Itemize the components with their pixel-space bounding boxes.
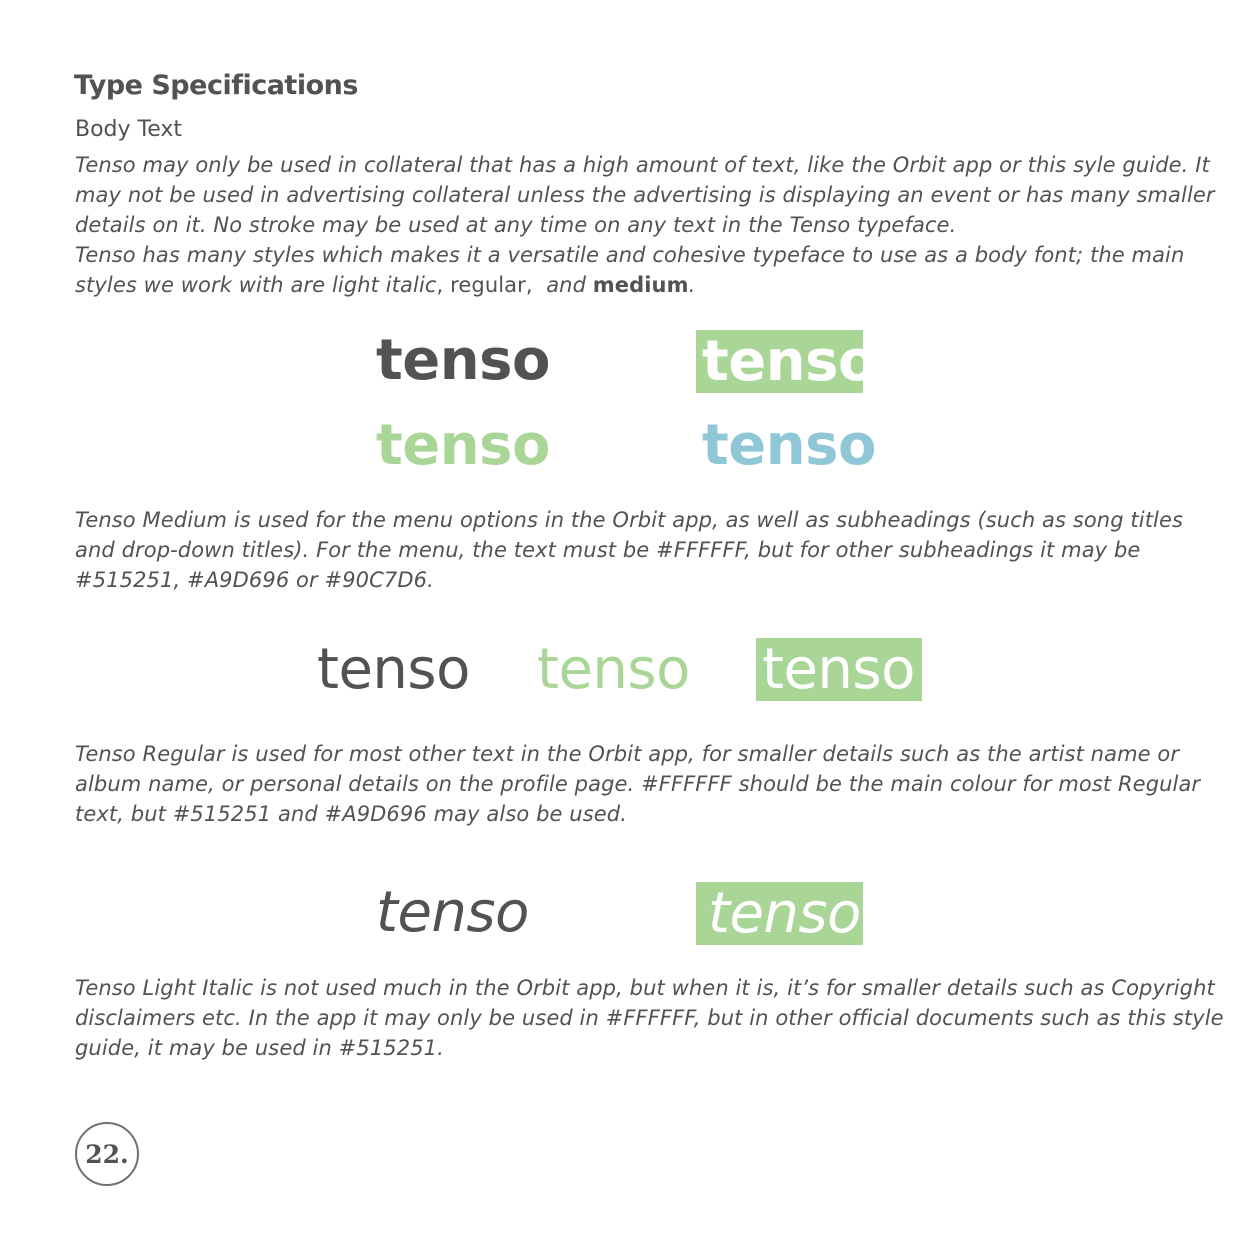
tenso-regular-white-on-green-sample: tenso — [756, 638, 922, 701]
intro-line-5 — [75, 270, 1175, 300]
medium-desc-line-1: Tenso Medium is used for the menu options in the Orbit app, as well as subheadings (such as song titles — [75, 508, 1184, 532]
regular-description — [75, 739, 1201, 829]
intro-light-italic-text: styles we work with are light italic — [75, 273, 437, 297]
intro-line-2: may not be used in advertising collateral unless the advertising is displaying an event or has many smaller — [75, 183, 1215, 207]
tenso-light-italic-white-on-green-sample: tenso — [696, 882, 863, 945]
tenso-medium-green-sample: tenso — [376, 413, 550, 478]
intro-end-text: . — [688, 273, 696, 297]
medium-desc-line-3: #515251, #A9D696 or #90C7D6. — [75, 568, 434, 592]
page-number: 22. — [85, 1139, 129, 1169]
medium-description — [75, 505, 1184, 595]
tenso-regular-dark-sample: tenso — [317, 637, 470, 702]
tenso-light-italic-dark-sample: tenso — [376, 880, 529, 945]
section-subtitle: Body Text — [75, 117, 183, 142]
intro-line-3: details on it. No stroke may be used at any time on any text in the Tenso typeface. — [75, 213, 957, 237]
intro-regular-text: regular, — [450, 273, 533, 297]
light-italic-desc-line-3: guide, it may be used in #515251. — [75, 1036, 444, 1060]
tenso-medium-white-on-green-sample: tenso — [696, 330, 863, 393]
medium-desc-line-2: and drop-down titles). For the menu, the text must be #FFFFFF, but for other subheadings it may be — [75, 538, 1141, 562]
tenso-medium-blue-sample: tenso — [702, 413, 876, 478]
tenso-medium-dark-sample: tenso — [376, 328, 550, 393]
intro-and-text: and — [532, 273, 593, 297]
regular-desc-line-3: text, but #515251 and #A9D696 may also be used. — [75, 802, 627, 826]
light-italic-desc-line-2: disclaimers etc. In the app it may only be used in #FFFFFF, but in other official documents such as this style — [75, 1006, 1224, 1030]
intro-line-1: Tenso may only be used in collateral that has a high amount of text, like the Orbit app or this syle guide. It — [75, 153, 1210, 177]
page-title: Type Specifications — [74, 70, 358, 101]
regular-desc-line-2: album name, or personal details on the profile page. #FFFFFF should be the main colour for most Regular — [75, 772, 1201, 796]
light-italic-desc-line-1: Tenso Light Italic is not used much in the Orbit app, but when it is, it’s for smaller details such as Copyright — [75, 976, 1215, 1000]
intro-comma: , — [436, 273, 451, 297]
tenso-regular-green-sample: tenso — [537, 637, 690, 702]
intro-medium-text: medium — [592, 273, 689, 297]
intro-paragraph — [75, 150, 1215, 300]
page-number-badge — [75, 1122, 139, 1186]
light-italic-description — [75, 973, 1224, 1063]
intro-line-4: Tenso has many styles which makes it a versatile and cohesive typeface to use as a body font; the main — [75, 243, 1185, 267]
regular-desc-line-1: Tenso Regular is used for most other text in the Orbit app, for smaller details such as the artist name or — [75, 742, 1180, 766]
